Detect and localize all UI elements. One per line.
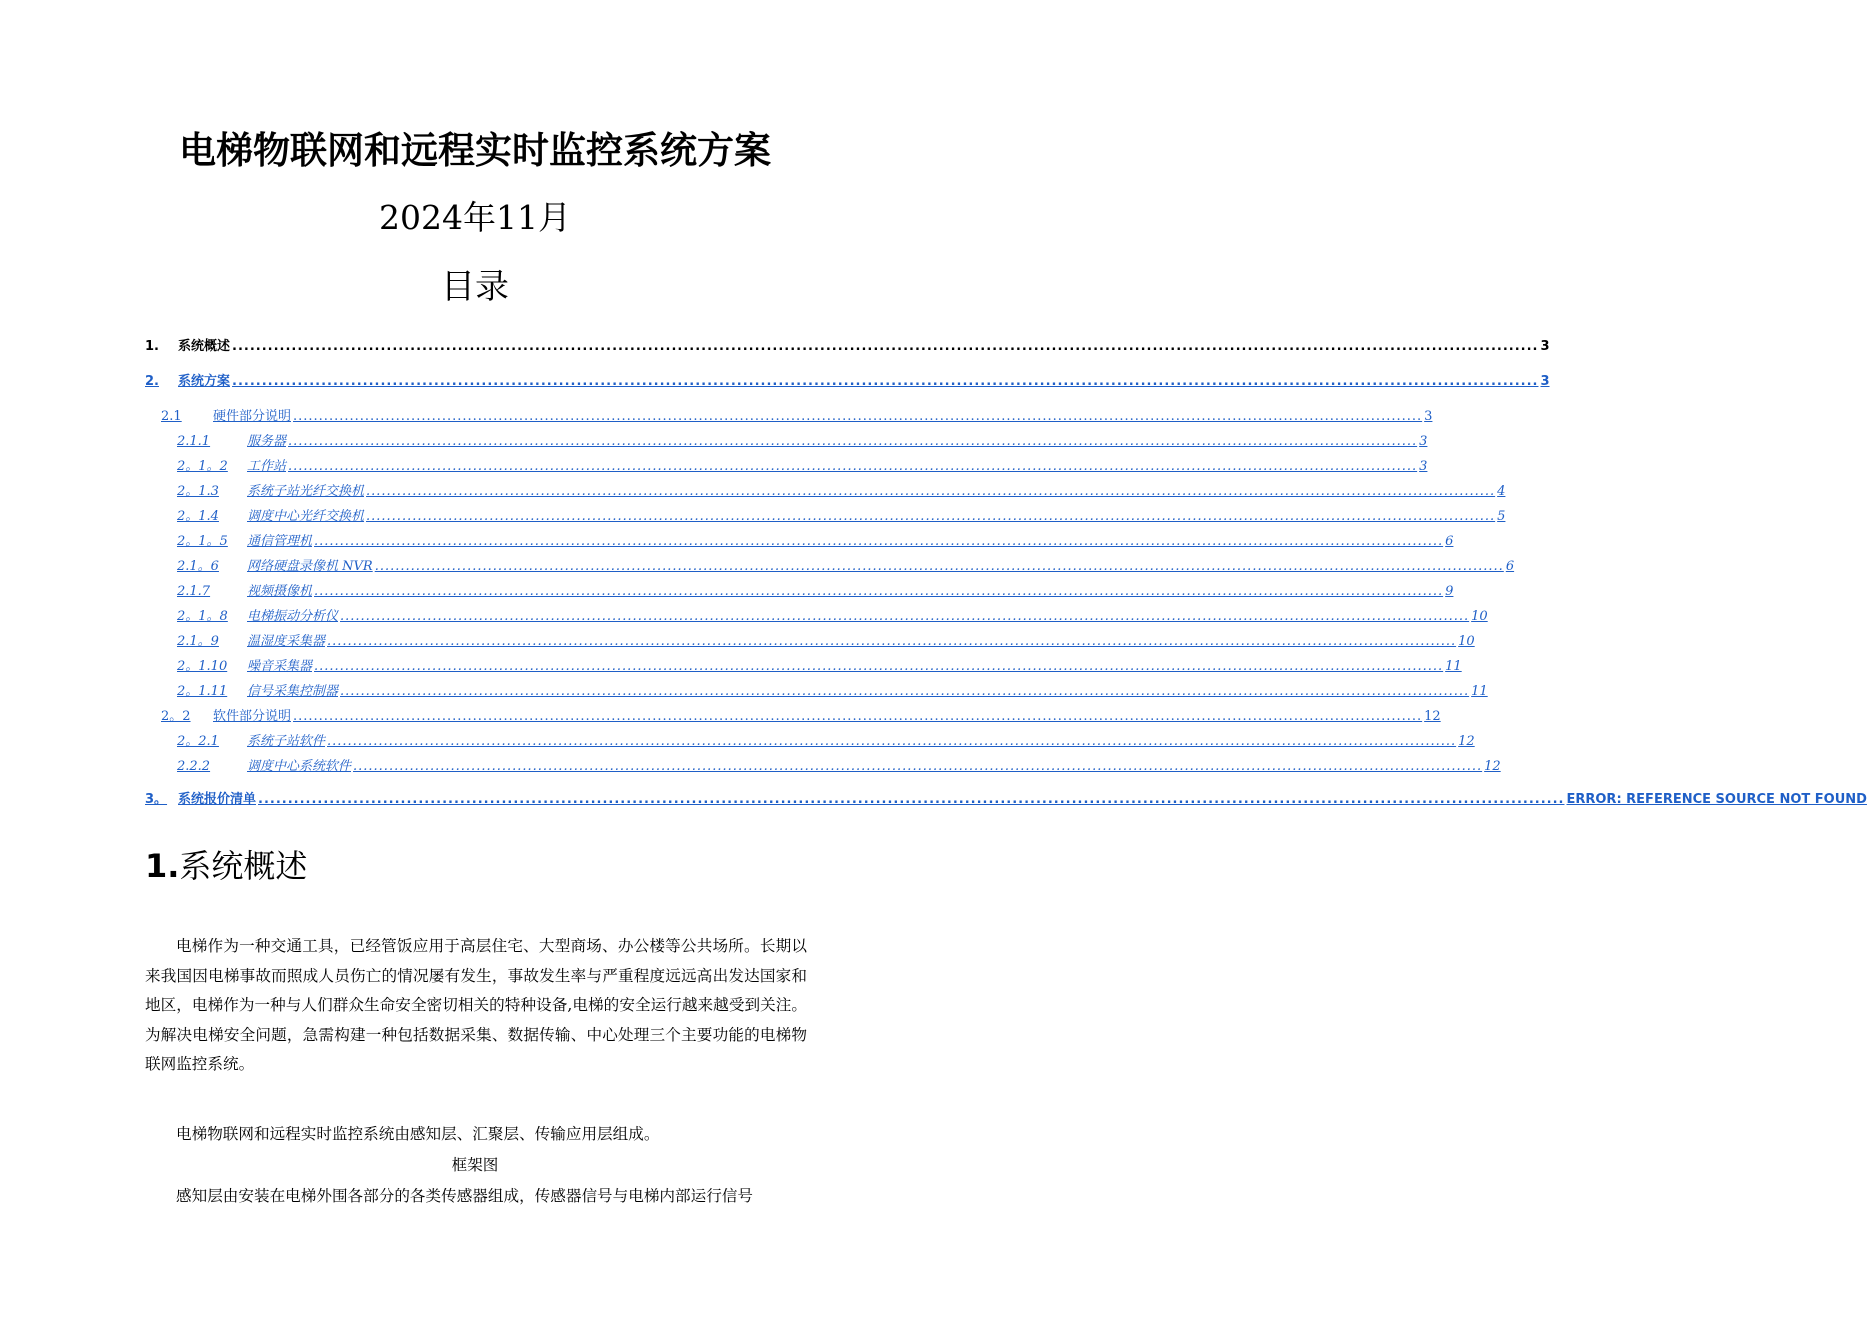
toc-entry-page: 3 [1540, 339, 1550, 354]
toc-entry-number: 2。1.3 [177, 484, 219, 499]
figure-caption: 框架图 [451, 1156, 499, 1174]
toc-entry-number: 2。1.4 [177, 509, 219, 524]
toc-entry[interactable] [145, 371, 1550, 393]
toc-dot-leader: ............................................................................................................................................................................................................................ [374, 559, 1504, 574]
toc-entry[interactable] [177, 556, 1515, 578]
toc-entry-label: 调度中心光纤交换机 [247, 509, 365, 524]
toc-entry-page: 6 [1445, 534, 1454, 549]
toc-entry-number: 2。2 [161, 709, 191, 724]
toc-dot-leader: ............................................................................................................................................................................................................................ [340, 609, 1470, 624]
toc-entry[interactable] [177, 681, 1488, 703]
toc-entry-label: 系统子站光纤交换机 [247, 484, 365, 499]
toc-entry-page: 12 [1424, 709, 1441, 724]
toc-entry-number: 2。1.11 [177, 684, 228, 699]
toc-entry-page: 12 [1458, 734, 1475, 749]
toc-entry-page: ERROR: REFERENCE SOURCE NOT FOUND [1566, 792, 1867, 807]
toc-entry [145, 336, 1550, 358]
toc-dot-leader: ............................................................................................................................................................................................................................ [327, 634, 1457, 649]
toc-entry-number: 1. [145, 339, 159, 354]
toc-entry-label: 温湿度采集器 [247, 634, 326, 649]
toc-entry-number: 2。1.10 [177, 659, 228, 674]
toc-entry-label: 硬件部分说明 [213, 409, 292, 424]
toc-entry-number: 2. [145, 374, 159, 389]
toc-entry-page: 6 [1505, 559, 1515, 574]
toc-entry-label: 视频摄像机 [247, 584, 313, 599]
toc-entry-label: 信号采集控制器 [247, 684, 339, 699]
toc-entry-number: 2。2.1 [177, 734, 219, 749]
toc-entry-label: 系统方案 [178, 374, 231, 389]
toc-entry-label: 工作站 [247, 459, 287, 474]
toc-dot-leader: ............................................................................................................................................................................................................................ [232, 339, 1539, 354]
toc-entry-page: 3 [1419, 459, 1428, 474]
toc-dot-leader: ............................................................................................................................................................................................................................ [314, 584, 1444, 599]
toc-entry-number: 2.1.7 [177, 584, 211, 599]
document-date: 2024年11月 [379, 198, 571, 237]
toc-entry-page: 3 [1419, 434, 1428, 449]
toc-dot-leader: ............................................................................................................................................................................................................................ [293, 409, 1423, 424]
body-paragraph: 电梯物联网和远程实时监控系统由感知层、汇聚层、传输应用层组成。 [176, 1125, 660, 1143]
toc-dot-leader: ............................................................................................................................................................................................................................ [314, 534, 1444, 549]
toc-entry[interactable] [177, 606, 1488, 628]
toc-dot-leader: ............................................................................................................................................................................................................................ [366, 484, 1496, 499]
toc-entry[interactable] [177, 731, 1475, 753]
body-paragraph: 感知层由安装在电梯外围各部分的各类传感器组成，传感器信号与电梯内部运行信号 [176, 1187, 753, 1205]
toc-heading: 目录 [441, 267, 509, 307]
toc-dot-leader: ............................................................................................................................................................................................................................ [366, 509, 1496, 524]
toc-entry[interactable] [177, 456, 1428, 478]
toc-entry-page: 11 [1445, 659, 1462, 674]
toc-dot-leader: ............................................................................................................................................................................................................................ [353, 759, 1483, 774]
toc-entry[interactable] [177, 481, 1506, 503]
toc-entry[interactable] [161, 406, 1433, 428]
toc-entry[interactable] [177, 756, 1501, 778]
toc-entry-page: 3 [1424, 409, 1433, 424]
section-title: 系统概述 [179, 847, 308, 885]
toc-entry-number: 2。1。5 [177, 534, 228, 549]
toc-entry-label: 通信管理机 [247, 534, 313, 549]
toc-entry-label: 系统概述 [178, 339, 231, 354]
toc-entry-label: 系统报价清单 [178, 792, 257, 807]
toc-entry-page: 5 [1497, 509, 1506, 524]
toc-dot-leader: ............................................................................................................................................................................................................................ [288, 459, 1418, 474]
toc-entry-page: 10 [1471, 609, 1488, 624]
toc-entry-number: 2.1。6 [177, 559, 219, 574]
toc-dot-leader: ............................................................................................................................................................................................................................ [327, 734, 1457, 749]
toc-dot-leader: ............................................................................................................................................................................................................................ [340, 684, 1470, 699]
toc-entry-number: 2.1.1 [177, 434, 211, 449]
toc-entry-page: 11 [1471, 684, 1488, 699]
toc-entry-label: 系统子站软件 [247, 734, 326, 749]
toc-entry[interactable] [177, 631, 1475, 653]
toc-entry[interactable] [177, 531, 1454, 553]
toc-entry-number: 2。1。8 [177, 609, 228, 624]
body-paragraph: 电梯作为一种交通工具，已经管饭应用于高层住宅、大型商场、办公楼等公共场所。长期以来我国因电梯事故而照成人员伤亡的情况屡有发生，事故发生率与严重程度远远高出发达国家和地区，电梯作为一种与人们群众生命安全密切相关的特种设备,电梯的安全运行越来越受到关注。为解决电梯安全问题，急需构建一种包括数据采集、数据传输、中心处理三个主要功能的电梯物联网监控系统。 [145, 937, 807, 1073]
toc-entry-label: 噪音采集器 [247, 659, 313, 674]
toc-entry-number: 2.1。9 [177, 634, 219, 649]
toc-entry-label: 服务器 [247, 434, 287, 449]
section-number: 1. [145, 847, 180, 885]
toc-entry-number: 3。 [145, 792, 168, 807]
toc-entry-page: 4 [1497, 484, 1506, 499]
toc-entry-number: 2.1 [161, 409, 182, 424]
toc-entry[interactable] [177, 581, 1454, 603]
toc-entry-number: 2。1。2 [177, 459, 228, 474]
toc-dot-leader: ............................................................................................................................................................................................................................ [314, 659, 1444, 674]
toc-entry-number: 2.2.2 [177, 759, 211, 774]
toc-entry[interactable] [177, 656, 1462, 678]
section-heading [145, 842, 307, 890]
document-title: 电梯物联网和远程实时监控系统方案 [179, 129, 771, 172]
toc-entry[interactable] [161, 706, 1441, 728]
toc-entry-label: 软件部分说明 [213, 709, 292, 724]
toc-entry-label: 调度中心系统软件 [247, 759, 352, 774]
toc-entry-label: 网络硬盘录像机 NVR [247, 559, 373, 574]
toc-entry-label: 电梯振动分析仪 [247, 609, 339, 624]
toc-dot-leader: ............................................................................................................................................................................................................................ [288, 434, 1418, 449]
toc-dot-leader: ............................................................................................................................................................................................................................ [258, 792, 1565, 807]
toc-entry[interactable] [177, 506, 1506, 528]
toc-entry-page: 12 [1484, 759, 1501, 774]
toc-entry-page: 10 [1458, 634, 1475, 649]
toc-dot-leader: ............................................................................................................................................................................................................................ [232, 374, 1539, 389]
toc-entry[interactable] [177, 431, 1428, 453]
toc-entry[interactable] [145, 789, 1867, 811]
toc-entry-page: 3 [1540, 374, 1550, 389]
toc-entry-page: 9 [1445, 584, 1454, 599]
toc-dot-leader: ............................................................................................................................................................................................................................ [293, 709, 1423, 724]
